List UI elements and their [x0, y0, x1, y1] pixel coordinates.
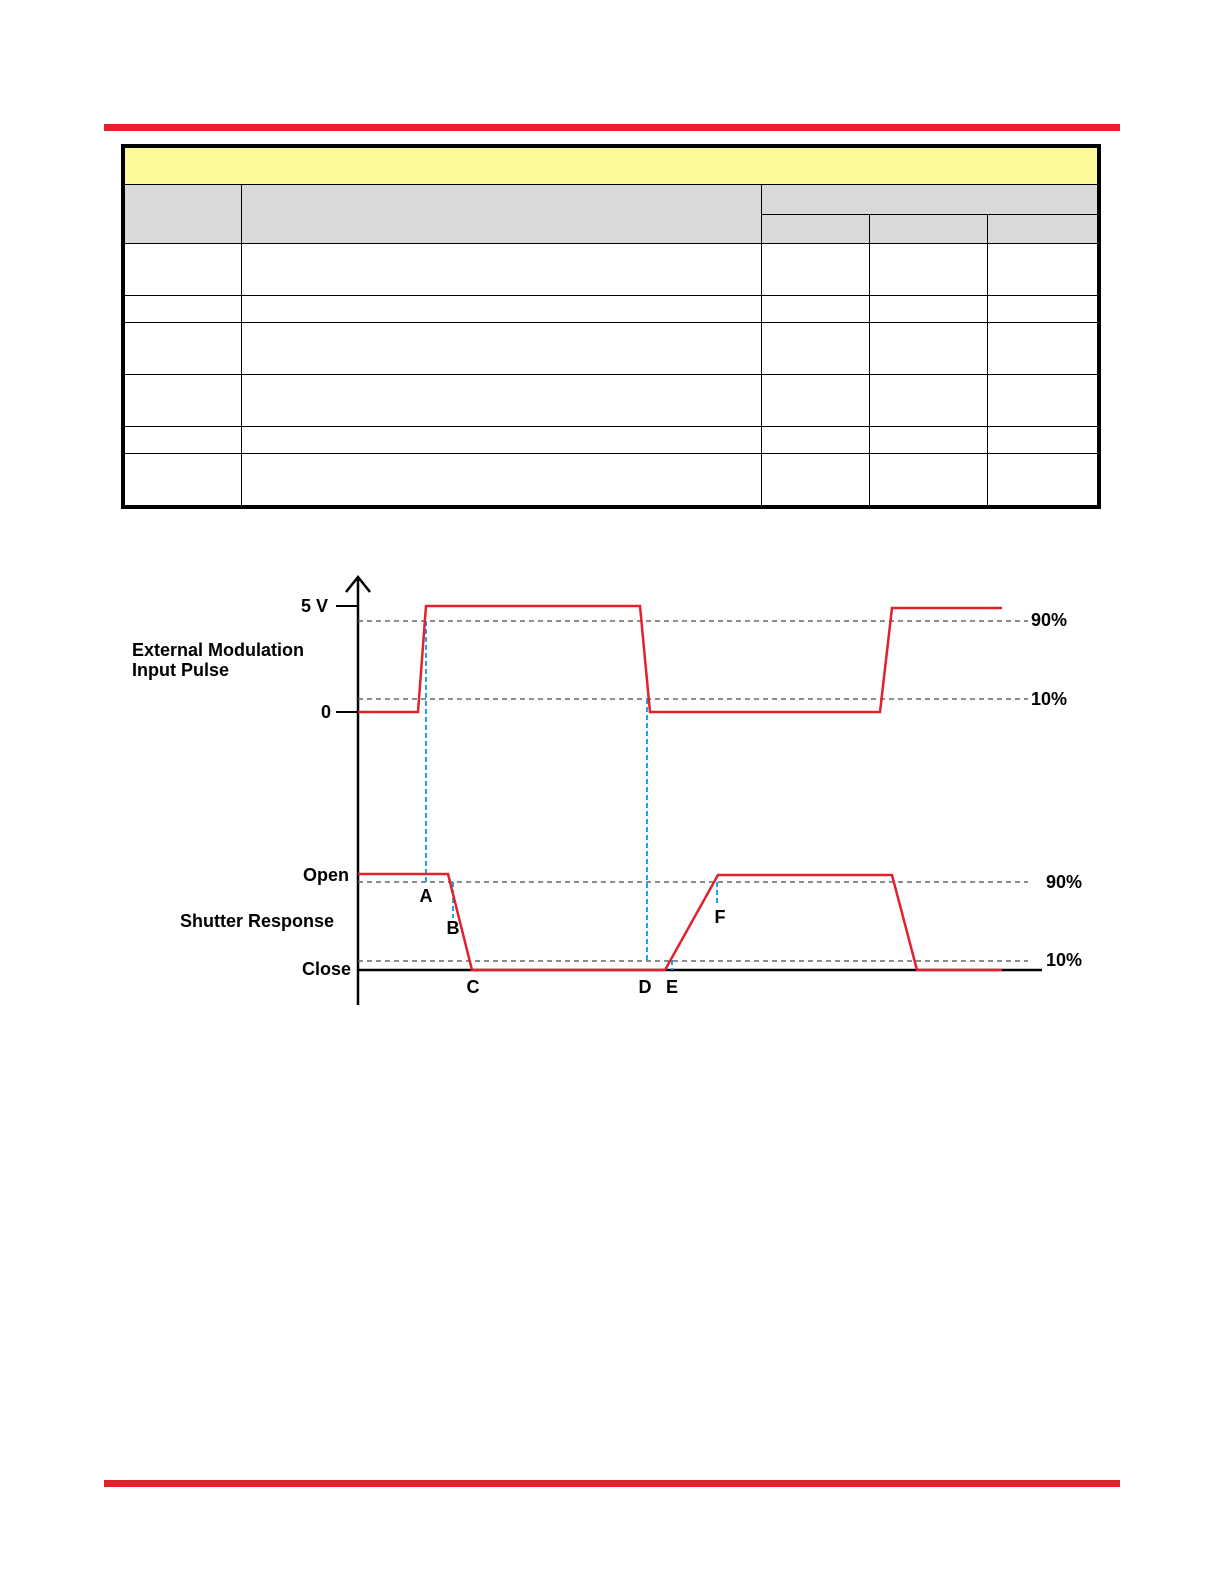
header-cell: [761, 215, 869, 244]
input-label-line2: Input Pulse: [132, 660, 230, 680]
y-label-5v: 5 V: [300, 596, 328, 616]
table-row: [123, 244, 1099, 296]
timing-diagram: [0, 560, 1225, 1020]
point-c: C: [466, 977, 480, 997]
input-label-line1: External Modulation: [132, 640, 305, 660]
point-e: E: [665, 977, 679, 997]
label-lower-90: 90%: [1046, 872, 1083, 892]
header-cell: [987, 215, 1099, 244]
label-upper-10: 10%: [1031, 689, 1068, 709]
label-upper-90: 90%: [1031, 610, 1068, 630]
table-row: [123, 375, 1099, 427]
table-row: [123, 454, 1099, 508]
y-label-0: 0: [320, 702, 331, 722]
header-cell: [761, 185, 1099, 215]
point-d: D: [638, 977, 652, 997]
header-cell: [870, 215, 988, 244]
point-b: B: [446, 918, 460, 938]
header-cell: [242, 185, 762, 244]
input-pulse-trace: [358, 606, 1002, 712]
y-label-open: Open: [302, 865, 349, 885]
point-f: F: [714, 907, 726, 927]
table-row: [123, 427, 1099, 454]
table-row: [123, 323, 1099, 375]
top-rule: [104, 124, 1120, 131]
y-label-close: Close: [301, 959, 351, 979]
bottom-rule: [104, 1480, 1120, 1487]
spec-table: [121, 144, 1101, 509]
table-header-row: [123, 185, 1099, 215]
shutter-label: Shutter Response: [180, 911, 335, 931]
label-lower-10: 10%: [1046, 950, 1083, 970]
table-row: [123, 296, 1099, 323]
header-cell: [123, 185, 242, 244]
table-title-row: [123, 146, 1099, 185]
point-a: A: [419, 886, 433, 906]
